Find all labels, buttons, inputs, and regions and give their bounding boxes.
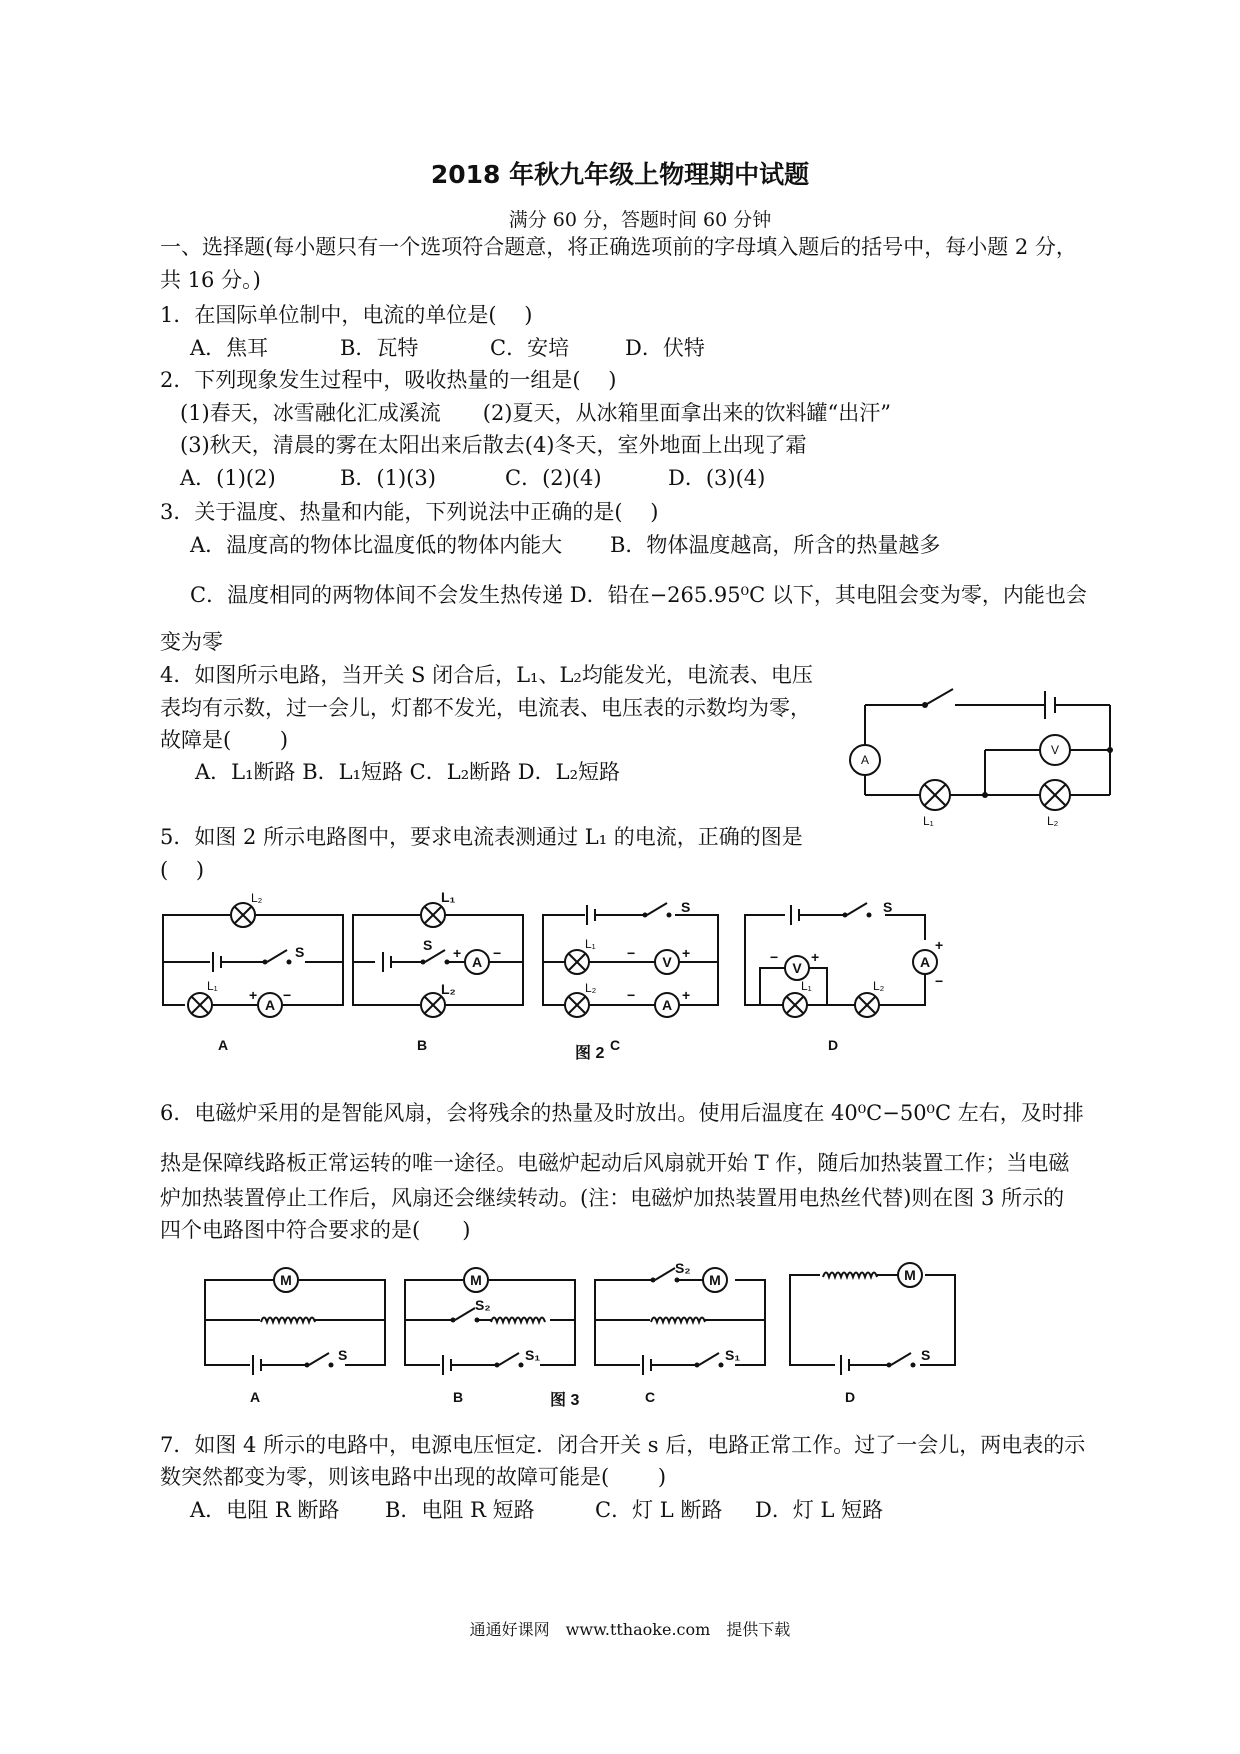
svg-text:L₁: L₁ — [585, 937, 596, 951]
fig3-circuit-d — [790, 1263, 955, 1405]
svg-text:C: C — [645, 1389, 656, 1405]
svg-text:−: − — [627, 945, 636, 961]
q4-line2: 表均有示数，过一会儿，灯都不发光，电流表、电压表的示数均为零， — [160, 696, 811, 720]
svg-text:S₁: S₁ — [725, 1347, 741, 1363]
svg-text:D: D — [845, 1389, 856, 1405]
svg-text:+: + — [811, 949, 820, 965]
q2-stem: 2．下列现象发生过程中，吸收热量的一组是( ) — [160, 368, 617, 392]
page-title: 2018 年秋九年级上物理期中试题 — [430, 160, 810, 189]
section-heading: 一、选择题(每小题只有一个选项符合题意，将正确选项前的字母填入题后的括号中，每小题 2 分， — [160, 235, 1077, 259]
q7-line2: 数突然都变为零，则该电路中出现的故障可能是( ) — [160, 1465, 667, 1489]
svg-text:V: V — [792, 960, 802, 976]
section-heading-cont: 共 16 分。) — [160, 268, 261, 292]
q4-options: A．L₁断路 B．L₁短路 C．L₂断路 D．L₂短路 — [195, 760, 620, 784]
svg-text:A: A — [218, 1037, 229, 1053]
svg-text:V: V — [662, 954, 672, 970]
q5-line1: 5．如图 2 所示电路图中，要求电流表测通过 L₁ 的电流，正确的图是 — [160, 825, 803, 849]
q3-option-b: B．物体温度越高，所含的热量越多 — [610, 533, 941, 557]
svg-text:C: C — [610, 1037, 621, 1053]
svg-text:L₂: L₂ — [873, 979, 885, 993]
svg-text:+: + — [249, 987, 258, 1003]
fig2-circuits — [155, 890, 1085, 1070]
fig2-circuit-c — [543, 899, 718, 1053]
svg-text:−: − — [935, 973, 944, 989]
svg-text:L₁: L₁ — [441, 889, 456, 905]
svg-text:A: A — [471, 954, 483, 970]
q1-option-b: B．瓦特 — [340, 336, 419, 360]
svg-text:A: A — [919, 954, 931, 970]
svg-text:B: B — [453, 1389, 464, 1405]
svg-text:S₂: S₂ — [675, 1260, 691, 1276]
fig2-caption: 图 2 — [575, 1045, 605, 1062]
fig3-circuit-b — [405, 1268, 575, 1405]
svg-text:S: S — [295, 944, 305, 960]
svg-text:L₂: L₂ — [441, 981, 456, 997]
q6-line4: 四个电路图中符合要求的是( ) — [160, 1218, 471, 1242]
svg-text:S₁: S₁ — [525, 1347, 541, 1363]
q5-line2: ( ) — [160, 858, 205, 882]
q7-line1: 7．如图 4 所示的电路中，电源电压恒定．闭合开关 s 后，电路正常工作。过了一会儿，两电表的示 — [160, 1433, 1086, 1457]
fig2-circuit-b — [353, 889, 523, 1053]
svg-text:L₁: L₁ — [207, 979, 218, 993]
svg-text:S: S — [921, 1347, 931, 1363]
q7-option-d: D．灯 L 短路 — [755, 1498, 884, 1522]
svg-text:−: − — [770, 949, 779, 965]
svg-text:−: − — [283, 987, 292, 1003]
svg-text:+: + — [453, 945, 462, 961]
svg-text:−: − — [493, 945, 502, 961]
q4-line1: 4．如图所示电路，当开关 S 闭合后，L₁、L₂均能发光，电流表、电压 — [160, 663, 813, 687]
fig3-circuit-a — [205, 1268, 385, 1405]
q4-circuit-figure — [835, 675, 1120, 835]
q7-option-c: C．灯 L 断路 — [595, 1498, 723, 1522]
page-subtitle: 满分 60 分，答题时间 60 分钟 — [508, 209, 772, 231]
svg-text:A: A — [661, 997, 673, 1013]
svg-text:M: M — [709, 1272, 721, 1288]
footer-credit: 通通好课网 www.tthaoke.com 提供下载 — [469, 1620, 791, 1639]
svg-text:+: + — [935, 937, 944, 953]
q3-stem: 3．关于温度、热量和内能，下列说法中正确的是( ) — [160, 500, 659, 524]
q1-option-c: C．安培 — [490, 336, 570, 360]
svg-text:A: A — [264, 997, 276, 1013]
svg-text:M: M — [280, 1272, 292, 1288]
svg-text:S: S — [338, 1347, 348, 1363]
fig2-circuit-a — [163, 891, 343, 1053]
fig3-circuit-c — [595, 1260, 765, 1405]
svg-text:S: S — [681, 899, 691, 915]
q6-line2: 热是保障线路板正常运转的唯一途径。电磁炉起动后风扇就开始 T 作，随后加热装置工作；当电磁 — [160, 1151, 1070, 1175]
fig3-caption: 图 3 — [550, 1392, 580, 1409]
svg-text:S₂: S₂ — [475, 1297, 491, 1313]
q3-option-cd: C．温度相同的两物体间不会发生热传递 D．铅在−265.95⁰C 以下，其电阻会变为零，内能也会 — [190, 583, 1087, 607]
svg-text:B: B — [417, 1037, 428, 1053]
svg-text:L₂: L₂ — [1047, 814, 1059, 828]
q4-line3: 故障是( ) — [160, 728, 289, 752]
svg-text:S: S — [883, 899, 893, 915]
svg-text:S: S — [423, 937, 433, 953]
svg-text:L₂: L₂ — [251, 891, 263, 905]
q2-line1: (1)春天，冰雪融化汇成溪流 (2)夏天，从冰箱里面拿出来的饮料罐“出汗” — [180, 401, 891, 425]
q1-option-a: A．焦耳 — [190, 336, 269, 360]
q1-stem: 1．在国际单位制中，电流的单位是( ) — [160, 303, 533, 327]
svg-text:V: V — [1050, 743, 1060, 757]
svg-text:L₁: L₁ — [923, 814, 934, 828]
q7-option-a: A．电阻 R 断路 — [190, 1498, 340, 1522]
fig3-circuits — [195, 1260, 1075, 1410]
svg-text:+: + — [682, 987, 691, 1003]
svg-text:M: M — [904, 1267, 916, 1283]
svg-text:+: + — [682, 945, 691, 961]
svg-text:A: A — [860, 753, 870, 767]
q6-line1: 6．电磁炉采用的是智能风扇，会将残余的热量及时放出。使用后温度在 40⁰C−50⁰C 左右，及时排 — [160, 1101, 1084, 1125]
svg-text:L₁: L₁ — [801, 979, 812, 993]
svg-text:M: M — [470, 1272, 482, 1288]
svg-text:D: D — [828, 1037, 839, 1053]
svg-text:L₂: L₂ — [585, 981, 597, 995]
q2-option-d: D．(3)(4) — [668, 466, 766, 490]
q6-line3: 炉加热装置停止工作后，风扇还会继续转动。(注：电磁炉加热装置用电热丝代替)则在图 3 所示的 — [160, 1186, 1065, 1210]
q2-option-c: C．(2)(4) — [505, 466, 602, 490]
q2-option-b: B．(1)(3) — [340, 466, 436, 490]
q2-line2: (3)秋天，清晨的雾在太阳出来后散去(4)冬天，室外地面上出现了霜 — [180, 433, 807, 457]
svg-text:A: A — [250, 1389, 261, 1405]
q3-option-d-cont: 变为零 — [160, 630, 223, 654]
q7-option-b: B．电阻 R 短路 — [385, 1498, 535, 1522]
svg-text:−: − — [627, 987, 636, 1003]
fig2-circuit-d — [745, 899, 943, 1053]
q2-option-a: A．(1)(2) — [180, 466, 276, 490]
q1-option-d: D．伏特 — [625, 336, 705, 360]
q3-option-a: A．温度高的物体比温度低的物体内能大 — [190, 533, 563, 557]
